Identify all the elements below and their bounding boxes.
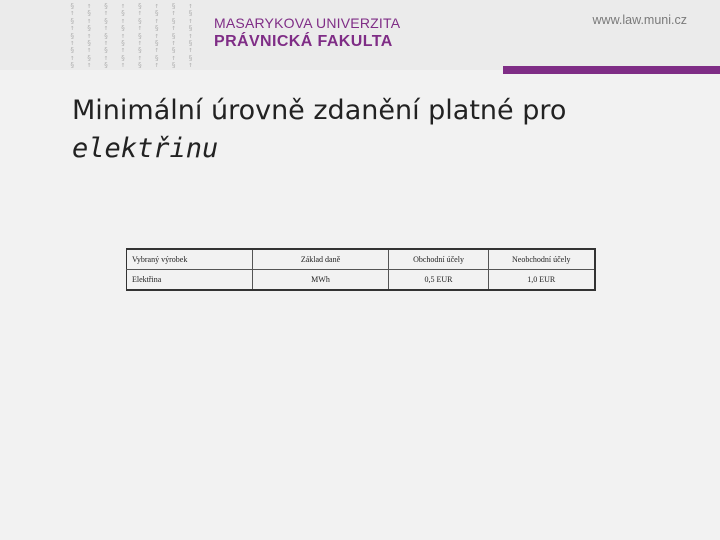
table-header-row [127,249,595,270]
website-url[interactable]: www.law.muni.cz [592,13,687,27]
slide-header [0,0,720,70]
table-cell: 1,0 EUR [489,270,595,291]
title-text: Minimální úrovně zdanění platné pro [72,95,567,126]
table-cell: Elektřina [127,270,253,291]
title-text-italic: elektřinu [72,133,219,164]
university-name: MASARYKOVA UNIVERZITA [214,15,401,31]
table-row [127,270,595,291]
table-cell: 0,5 EUR [389,270,489,291]
tax-rate-table [126,248,596,291]
table-header-cell: Obchodní účely [389,249,489,270]
table-header-cell: Základ daně [253,249,389,270]
table-header-cell: Neobchodní účely [489,249,595,270]
accent-bar [503,66,720,74]
table-header-cell: Vybraný výrobek [127,249,253,270]
faculty-name: PRÁVNICKÁ FAKULTA [214,33,393,50]
muni-logo-pattern: § ↑ § ↑ § ↑ § ↑ ↑ § ↑ § ↑ § ↑ § § ↑ § ↑ § ↑ § ↑ ↑ § ↑ § ↑ § ↑ § § ↑ § ↑ § ↑ § ↑ ↑ § ↑ § ↑ § ↑ § § ↑ § ↑ § ↑ § ↑ ↑ § ↑ § ↑ § ↑ § § ↑ § ↑ § ↑ § ↑ [70,1,197,70]
slide-title [72,92,672,168]
table-cell: MWh [253,270,389,291]
